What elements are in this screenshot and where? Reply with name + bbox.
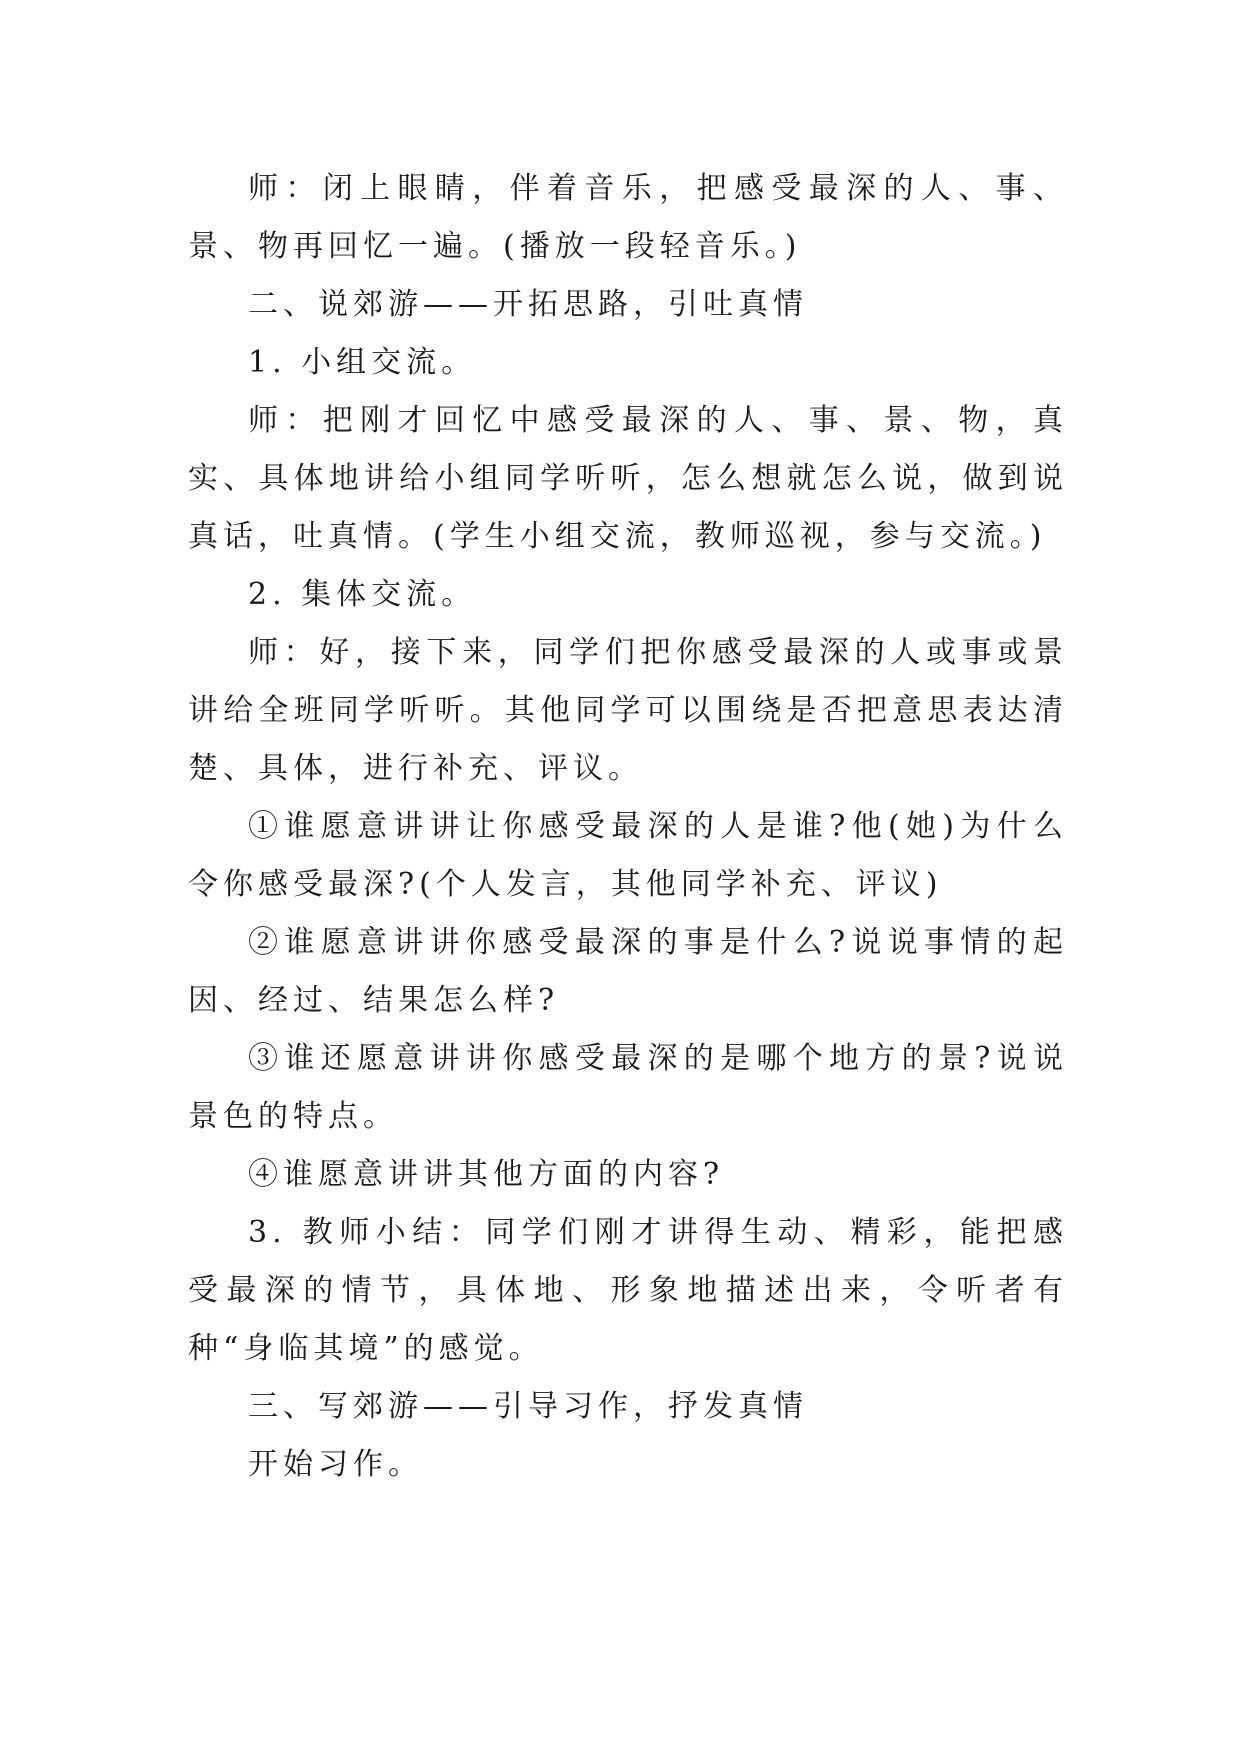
paragraph-teacher-recall: 师：闭上眼睛，伴着音乐，把感受最深的人、事、景、物再回忆一遍。(播放一段轻音乐。) [188, 171, 1068, 264]
step-2-heading: 2. 集体交流。 [248, 577, 477, 612]
document-body [188, 160, 1068, 1494]
question-1: ①谁愿意讲讲让你感受最深的人是谁?他(她)为什么令你感受最深?(个人发言，其他同学补充、评议) [188, 809, 1068, 902]
paragraph-group-discussion: 师：把刚才回忆中感受最深的人、事、景、物，真实、具体地讲给小组同学听听，怎么想就怎么说，做到说真话，吐真情。(学生小组交流，教师巡视，参与交流。) [188, 403, 1068, 554]
question-4: ④谁愿意讲讲其他方面的内容? [248, 1157, 725, 1192]
step-1-heading: 1. 小组交流。 [248, 345, 477, 380]
question-3: ③谁还愿意讲讲你感受最深的是哪个地方的景?说说景色的特点。 [188, 1041, 1068, 1134]
paragraph-class-discussion: 师：好，接下来，同学们把你感受最深的人或事或景讲给全班同学听听。其他同学可以围绕是否把意思表达清楚、具体，进行补充、评议。 [188, 635, 1068, 786]
question-2: ②谁愿意讲讲你感受最深的事是什么?说说事情的起因、经过、结果怎么样? [188, 925, 1068, 1018]
section-heading-3: 三、写郊游——引导习作，抒发真情 [248, 1389, 808, 1424]
teacher-summary: 3. 教师小结：同学们刚才讲得生动、精彩，能把感受最深的情节，具体地、形象地描述出来，令听者有种“身临其境”的感觉。 [188, 1215, 1068, 1366]
start-writing: 开始习作。 [248, 1447, 423, 1482]
section-heading-2: 二、说郊游——开拓思路，引吐真情 [248, 287, 808, 322]
